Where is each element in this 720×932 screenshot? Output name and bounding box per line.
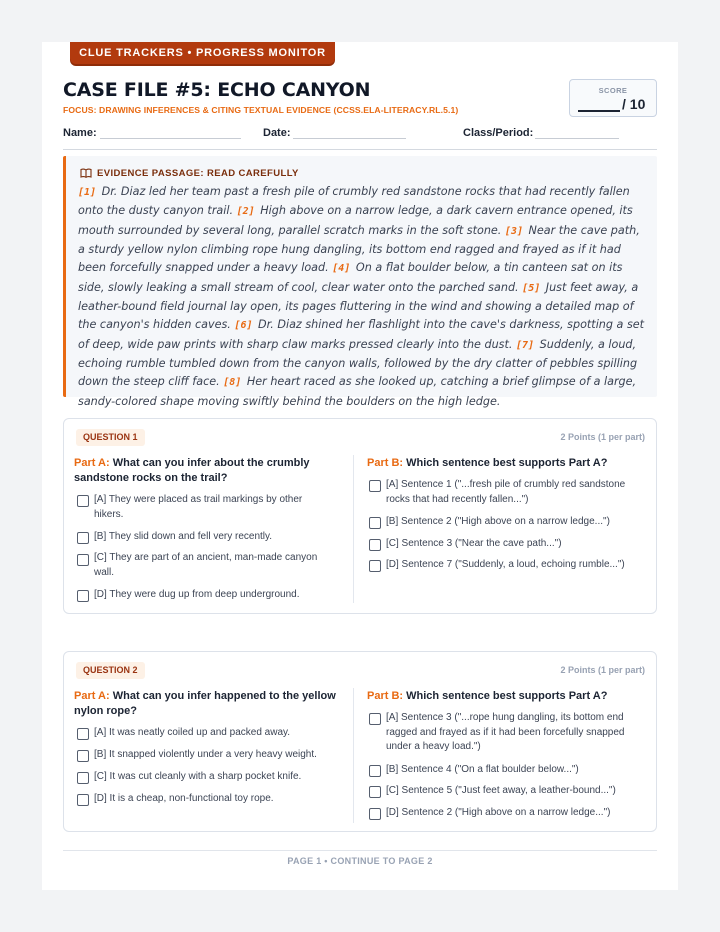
part-b-tag: Part B: [367,690,404,702]
sentence-number: [3] [504,225,523,237]
part-b-tag: Part B: [367,457,404,469]
answer-checkbox[interactable] [77,495,89,507]
worksheet-page [42,42,678,890]
answer-option: [A] Sentence 3 ("...rope hung dangling, its bottom end ragged and frayed as if it had been forcefully snapped under a heavy load.") [386,712,625,752]
open-book-icon [80,168,92,178]
answer-option: [C] It was cut cleanly with a sharp pocket knife. [94,771,302,782]
answer-option: [C] Sentence 3 ("Near the cave path...") [386,538,562,549]
sentence-number: [6] [234,320,253,332]
question-points: 2 Points (1 per part) [560,432,645,442]
question-card-1 [63,418,657,614]
sentence-text: Just feet away, a leather-bound field journal lay open, its pages fluttering in the wind and showing a detailed map of the canyon's hidden caves. [78,280,639,332]
answer-option: [B] It snapped violently under a very heavy weight. [94,749,317,760]
sentence-text: Dr. Diaz shined her flashlight into the cave's darkness, spotting a set of deep, wide paw prints with sharp claw marks pressed clearly into the dust. [78,318,645,351]
answer-checkbox[interactable] [369,517,381,529]
answer-checkbox[interactable] [369,539,381,551]
answer-checkbox[interactable] [369,765,381,777]
sentence-number: [4] [332,263,351,275]
answer-option: [A] It was neatly coiled up and packed away. [94,727,291,738]
answer-checkbox[interactable] [369,480,381,492]
question-badge: QUESTION 2 [76,662,145,679]
date-blank[interactable] [293,138,406,139]
score-blank[interactable] [578,110,620,112]
answer-option: [B] They slid down and fell very recently. [94,531,273,542]
sentence-text: Dr. Diaz led her team past a fresh pile of crumbly red sandstone rocks that had recently fallen onto the dusty canyon trail. [78,185,630,218]
answer-checkbox[interactable] [77,590,89,602]
part-a-prompt [74,456,339,486]
sentence-number: [7] [516,339,535,351]
passage-text [78,183,650,411]
answer-checkbox[interactable] [77,772,89,784]
header-banner: CLUE TRACKERS • PROGRESS MONITOR [70,42,335,64]
column-divider [353,455,354,603]
part-b-question: Which sentence best supports Part A? [406,690,608,702]
score-box [569,79,657,117]
part-a-tag: Part A: [74,690,110,702]
sentence-text: High above on a narrow ledge, a dark cavern entrance opened, its mouth surrounded by several long, parallel scratch marks in the soft stone. [78,204,633,237]
column-divider [353,688,354,823]
header-divider [63,149,657,150]
answer-option: [C] They are part of an ancient, man-made canyon wall. [94,552,318,578]
answer-checkbox[interactable] [369,713,381,725]
score-total: / 10 [622,96,646,112]
answer-checkbox[interactable] [77,728,89,740]
answer-option: [A] They were placed as trail markings by other hikers. [94,494,303,520]
score-label: SCORE [598,86,628,95]
part-a-prompt [74,689,339,719]
passage-heading [80,168,299,179]
answer-option: [B] Sentence 2 ("High above on a narrow ledge...") [386,516,610,527]
question-card-2 [63,651,657,832]
sentence-text: Her heart raced as she looked up, catching a brief glimpse of a large, sandy-colored shape moving swiftly behind the boulders on the high ledge. [78,375,637,408]
answer-checkbox[interactable] [77,532,89,544]
sentence-text: On a flat boulder below, a tin canteen sat on its side, slowly leaking a small stream of cool, clear water onto the parched sand. [78,261,623,294]
part-a-question: What can you infer happened to the yellow nylon rope? [74,690,336,717]
question-points: 2 Points (1 per part) [560,665,645,675]
answer-checkbox[interactable] [369,808,381,820]
answer-checkbox[interactable] [369,786,381,798]
answer-checkbox[interactable] [77,554,89,566]
sentence-number: [1] [78,187,97,198]
answer-option: [B] Sentence 4 ("On a flat boulder below...") [386,764,579,775]
answer-checkbox[interactable] [77,794,89,806]
answer-option: [D] They were dug up from deep underground. [94,589,300,600]
answer-checkbox[interactable] [77,750,89,762]
answer-option: [C] Sentence 5 ("Just feet away, a leather-bound...") [386,785,616,796]
focus-standard: FOCUS: DRAWING INFERENCES & CITING TEXTUAL EVIDENCE (CCSS.ELA-LITERACY.RL.5.1) [63,105,459,115]
sentence-number: [2] [236,206,255,218]
sentence-text: Suddenly, a loud, echoing rumble tumbled down from the canyon walls, followed by the dry clatter of pebbles spilling down the steep cliff face. [78,337,638,389]
sentence-text: Near the cave path, a sturdy yellow nylon climbing rope hung dangling, its bottom end ragged and frayed as if it had been forcefully snapped under a heavy load. [78,223,640,275]
sentence-number: [5] [522,282,541,294]
page-footer: PAGE 1 • CONTINUE TO PAGE 2 [287,856,433,866]
answer-option: [D] Sentence 7 ("Suddenly, a loud, echoing rumble...") [386,559,625,570]
page-title: CASE FILE #5: ECHO CANYON [63,79,371,101]
name-blank[interactable] [100,138,241,139]
part-b-prompt [367,456,647,471]
part-b-prompt [367,689,647,704]
answer-option: [D] It is a cheap, non-functional toy rope. [94,793,274,804]
evidence-passage [63,156,657,408]
answer-option: [A] Sentence 1 ("...fresh pile of crumbly red sandstone rocks that had recently fallen...") [386,479,626,505]
part-a-tag: Part A: [74,457,110,469]
part-b-question: Which sentence best supports Part A? [406,457,608,469]
class-period-blank[interactable] [535,138,619,139]
footer-divider [63,850,657,851]
date-label: Date: [263,127,291,139]
part-a-question: What can you infer about the crumbly sandstone rocks on the trail? [74,457,310,484]
answer-checkbox[interactable] [369,560,381,572]
answer-option: [D] Sentence 2 ("High above on a narrow ledge...") [386,807,611,818]
passage-heading-text: EVIDENCE PASSAGE: READ CAREFULLY [97,168,299,179]
class-period-label: Class/Period: [463,127,534,139]
name-label: Name: [63,127,97,139]
sentence-number: [8] [223,377,242,389]
question-badge: QUESTION 1 [76,429,145,446]
